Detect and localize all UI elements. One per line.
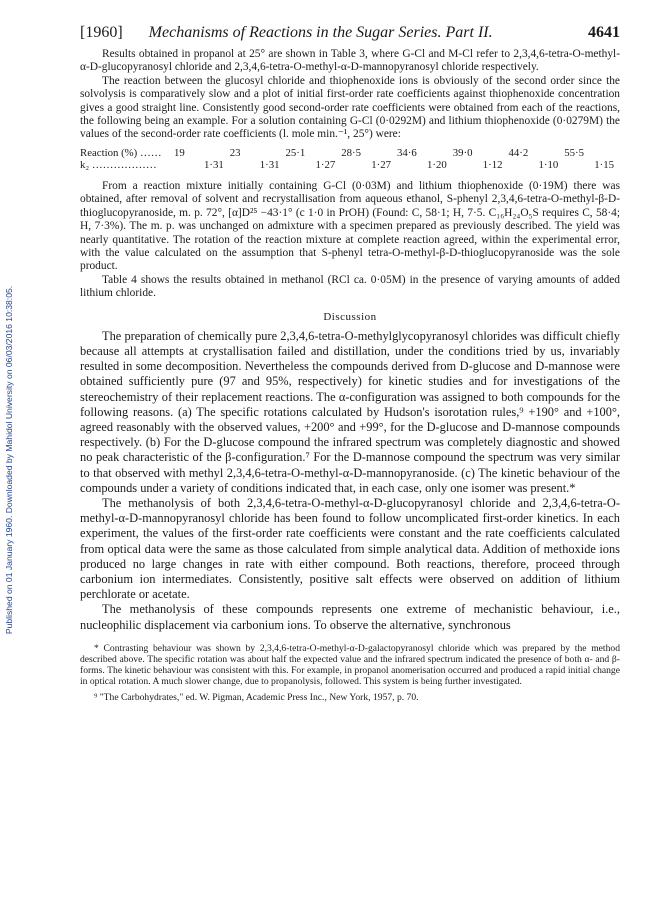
k2-row: [80, 159, 620, 172]
discussion-section: [80, 329, 620, 633]
table-cell: 1·20: [426, 159, 447, 172]
footnote: * Contrasting behaviour was shown by 2,3,4,6-tetra-O-methyl-α-D-galactopyranosyl chloride which was prepared by the method described above. The specific rotation was about half the expected value and the infrared spectrum indicated the presence of both α- and β-forms. The kinetic behaviour was consistent with this. For example, in propanol anomerisation occurred and produced a rapid initial change in optical rotation. A much slower change, due to propanolysis, followed. This system is being further investigated.: [80, 642, 620, 688]
table-cell: 1·27: [371, 159, 391, 172]
page-number: 4641: [588, 24, 620, 41]
table-cell: 1·31: [203, 159, 224, 172]
table-cell: 1·27: [315, 159, 336, 172]
table-cell: 34·6: [397, 146, 417, 159]
table-cell: 44·2: [508, 146, 529, 159]
paragraph: From a reaction mixture initially containing G-Cl (0·03M) and lithium thiophenoxide (0·19M) there was obtained, after removal of solvent and recrystallisation from aqueous ethanol, S-phenyl 2,3,4,6-tetra-O-methyl-β-D-thioglucopyranoside, m. p. 72°, [α]D²⁵ −43·1° (c 1·0 in PrOH) (Found: C, 58·1; H, 7·5. C₁₆H₂₄O₅S requires C, 58·4; H, 7·3%). The m. p. was unchanged on admixture with a specimen prepared as previously described. The yield was nearly quantitative. The rotation of the reaction mixture at complete reaction agreed, within the experimental error, with the value calculated on the assumption that S-phenyl tetra-O-methyl-β-D-thioglucopyranoside was the sole product.: [80, 180, 620, 273]
header-title: Mechanisms of Reactions in the Sugar Series. Part II.: [148, 24, 493, 41]
section-heading: Discussion: [323, 310, 377, 323]
table-cell: 1·15: [594, 159, 614, 172]
table-cell: 39·0: [452, 146, 473, 159]
paragraph: The methanolysis of both 2,3,4,6-tetra-O-methyl-α-D-glucopyranosyl chloride and 2,3,4,6-tetra-O-methyl-α-D-mannopyranosyl chloride has been found to follow uncomplicated first-order kinetics. In each experiment, the values of the first-order rate coefficients were constant and the rate coefficients calculated from optical data were the same as those calculated from simple analytical data. Addition of methoxide ions produced no large changes in rate with either compound. Both reactions, therefore, proceed through carbonium ion intermediates. Consistently, positive salt effects were observed on addition of lithium perchlorate or acetate.: [80, 495, 620, 602]
running-header: [80, 24, 620, 42]
rate-coefficient-table: [80, 147, 620, 172]
reaction-percent-row: [80, 147, 620, 160]
footnote: ⁹ "The Carbohydrates," ed. W. Pigman, Academic Press Inc., New York, 1957, p. 70.: [94, 691, 419, 703]
paragraph: The preparation of chemically pure 2,3,4,6-tetra-O-methylglycopyranosyl chlorides was difficult chiefly because all attempts at crystallisation failed and distillation, under the conditions tried by us, invariably resulted in some decomposition. Nevertheless the compounds derived from D-glucose and D-mannose were obtained sufficiently pure (97 and 95%, respectively) for kinetic studies and for investigations of the stereochemistry of their replacement reactions. The α-configuration was assigned to both compounds for the following reasons. (a) The specific rotations calculated by Hudson's isorotation rules,⁹ +190° and +100°, agreed reasonably with the observed values, +200° and +99°, for the D-glucose and D-mannose compounds respectively. (b) For the D-glucose compound the infrared spectrum was completely diagnostic and showed no peak characteristic of the β-configuration.⁷ For the D-mannose compound the spectrum was very similar to that observed with methyl 2,3,4,6-tetra-O-methyl-α-D-mannopyranoside. (c) The kinetic behaviour of the compounds under a variety of conditions indicated that, in each case, only one isomer was present.*: [80, 328, 620, 495]
table-cell: 19: [174, 146, 185, 159]
row-label: Reaction (%) ……: [80, 146, 162, 159]
table-cell: 1·12: [482, 159, 503, 172]
table-cell: 23: [229, 146, 241, 159]
journal-page: [80, 24, 620, 703]
paragraph: The methanolysis of these compounds represents one extreme of mechanistic behaviour, i.e., nucleophilic displacement via carbonium ions. To observe the alternative, synchronous: [80, 602, 620, 632]
publication-sidebar-note: [2, 150, 16, 770]
publication-sidebar-text: Published on 01 January 1960. Downloaded by Mahidol University on 06/03/2016 10:38:05.: [4, 285, 14, 635]
header-year: [1960]: [80, 24, 123, 41]
paragraph: Results obtained in propanol at 25° are shown in Table 3, where G-Cl and M-Cl refer to 2,3,4,6-tetra-O-methyl-α-D-glucopyranosyl chloride and 2,3,4,6-tetra-O-methyl-α-D-mannopyranosyl chloride respectively.: [80, 48, 620, 74]
table-cell: 55·5: [564, 146, 585, 159]
results-section: [80, 48, 620, 301]
table-cell: 1·10: [538, 159, 559, 172]
table-cell: 1·31: [259, 159, 280, 172]
table-cell: 25·1: [285, 146, 306, 159]
table-cell: 28·5: [341, 146, 362, 159]
paragraph: Table 4 shows the results obtained in methanol (RCl ca. 0·05M) in the presence of varying amounts of added lithium chloride.: [80, 273, 620, 300]
row-label: k₂ ………………: [80, 159, 157, 172]
footnotes: [80, 643, 620, 703]
paragraph: The reaction between the glucosyl chloride and thiophenoxide ions is obviously of the second order since the solvolysis is comparatively slow and a plot of initial first-order rate coefficients against thiophenoxide concentration gives a good straight line. Consistently good second-order rate coefficients were obtained from each of the reactions, the following being an example. For a solution containing G-Cl (0·0292M) and lithium thiophenoxide (0·0279M) the values of the second-order rate coefficients (l. mole min.⁻¹, 25°) were:: [80, 74, 620, 141]
